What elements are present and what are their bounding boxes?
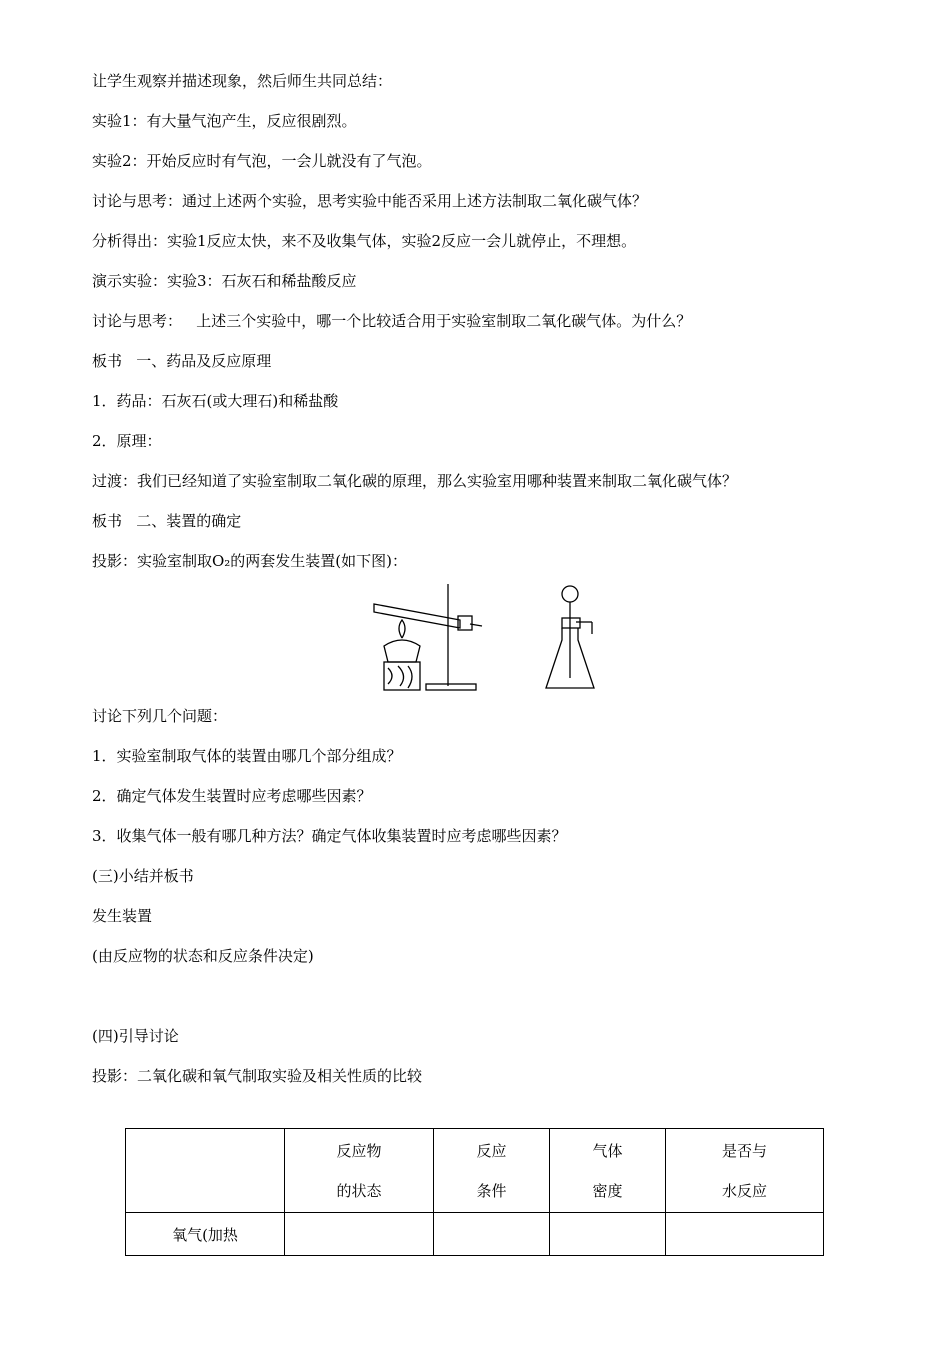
text-line: 投影：实验室制取O₂的两套发生装置(如下图)：: [92, 552, 408, 570]
text-line: 演示实验：实验3：石灰石和稀盐酸反应: [92, 272, 357, 290]
text-line: 1．药品：石灰石(或大理石)和稀盐酸: [92, 392, 339, 410]
comparison-table: [125, 1128, 824, 1256]
table-cell: [285, 1213, 434, 1256]
table-header-cell: 是否与 水反应: [666, 1129, 824, 1213]
text-line: 板书 二、装置的确定: [92, 512, 242, 530]
apparatus-diagram: [370, 580, 630, 695]
text-line: 实验1：有大量气泡产生，反应很剧烈。: [92, 112, 357, 130]
funnel-bulb: [562, 586, 578, 602]
text-line: 3．收集气体一般有哪几种方法？确定气体收集装置时应考虑哪些因素？: [92, 827, 567, 845]
text-line: 讨论与思考： 上述三个实验中，哪一个比较适合用于实验室制取二氧化碳气体。为什么？: [92, 312, 692, 330]
text-line: 2．原理：: [92, 432, 162, 450]
table-row: [126, 1213, 824, 1256]
text-line: 实验2：开始反应时有气泡，一会儿就没有了气泡。: [92, 152, 432, 170]
table-cell: [434, 1213, 550, 1256]
text-line: 发生装置: [92, 907, 153, 925]
stopper: [562, 618, 580, 628]
text-line: 投影：二氧化碳和氧气制取实验及相关性质的比较: [92, 1067, 423, 1085]
apparatus-figure: [370, 580, 630, 695]
table-header-cell: 反应 条件: [434, 1129, 550, 1213]
text-line: 板书 一、药品及反应原理: [92, 352, 272, 370]
table-cell: [550, 1213, 666, 1256]
table-header-cell: 气体 密度: [550, 1129, 666, 1213]
wooden-block: [384, 662, 420, 690]
text-line: 让学生观察并描述现象，然后师生共同总结：: [92, 72, 393, 90]
text-line: (四)引导讨论: [92, 1027, 179, 1045]
text-line: 讨论下列几个问题：: [92, 707, 228, 725]
text-line: 讨论与思考：通过上述两个实验，思考实验中能否采用上述方法制取二氧化碳气体？: [92, 192, 648, 210]
table-header-cell: [126, 1129, 285, 1213]
wood-grain: [388, 666, 412, 688]
text-line: 分析得出：实验1反应太快，来不及收集气体，实验2反应一会儿就停止，不理想。: [92, 232, 637, 250]
test-tube: [374, 604, 460, 628]
text-line: 2．确定气体发生装置时应考虑哪些因素？: [92, 787, 372, 805]
text-line: (三)小结并板书: [92, 867, 194, 885]
text-line: 1．实验室制取气体的装置由哪几个部分组成？: [92, 747, 402, 765]
flame: [399, 620, 405, 638]
text-line: 过渡：我们已经知道了实验室制取二氧化碳的原理，那么实验室用哪种装置来制取二氧化碳气体？: [92, 472, 738, 490]
table-cell: 氧气(加热: [126, 1213, 285, 1256]
stand-base: [426, 684, 476, 690]
text-line: (由反应物的状态和反应条件决定): [92, 947, 314, 965]
table-header-row: [126, 1129, 824, 1213]
alcohol-lamp: [384, 640, 420, 662]
table-header-cell: 反应物 的状态: [285, 1129, 434, 1213]
table-cell: [666, 1213, 824, 1256]
